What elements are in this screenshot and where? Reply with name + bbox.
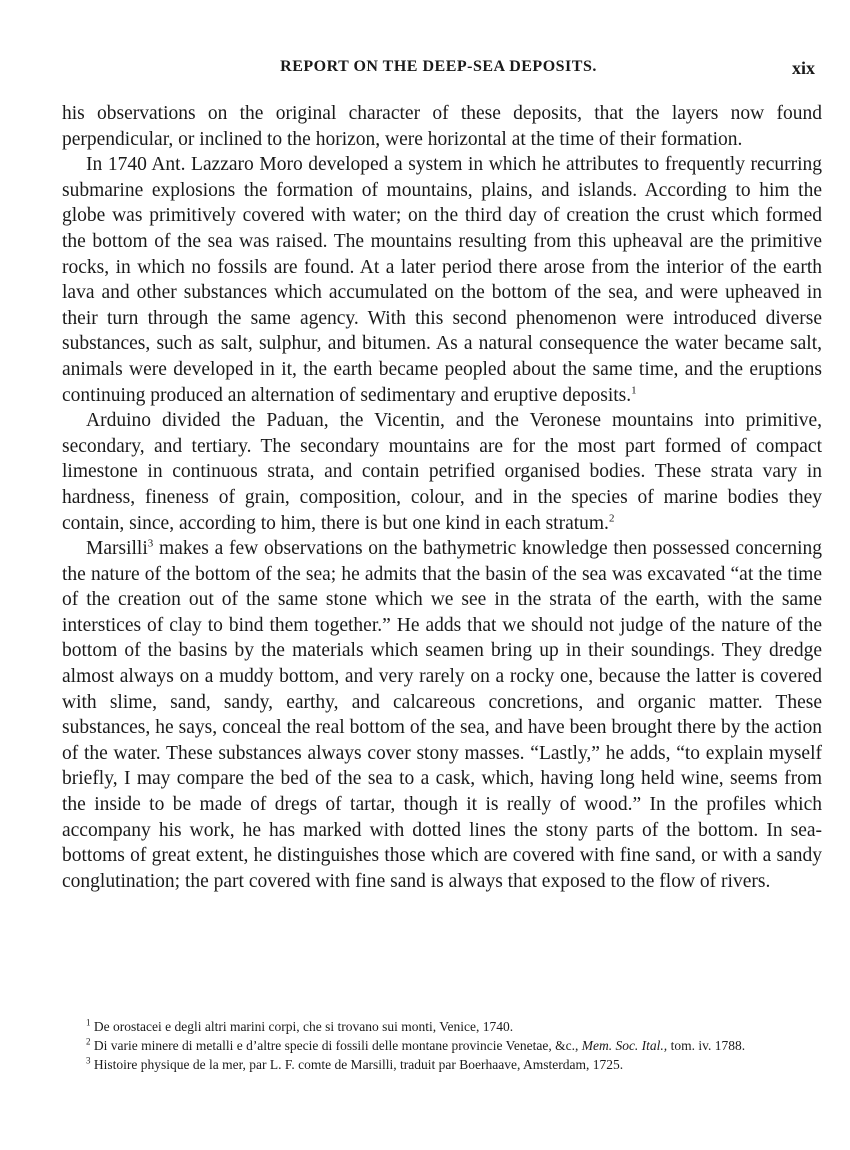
footnote-ref: 1 bbox=[631, 384, 637, 397]
footnote bbox=[62, 1055, 822, 1074]
footnote-text: Histoire physique de la mer, par L. F. comte de Marsilli, traduit par Boerhaave, Amsterdam, 1725. bbox=[93, 1057, 624, 1072]
footnote-marker: 2 bbox=[86, 1036, 91, 1047]
footnote-marker: 1 bbox=[86, 1017, 91, 1028]
page-header bbox=[62, 58, 815, 84]
footnote-marker: 3 bbox=[86, 1055, 91, 1066]
footnote bbox=[62, 1017, 822, 1036]
page-number: xix bbox=[791, 58, 815, 78]
paragraph-text: his observations on the original character of these deposits, that the layers now found perpendicular, or inclined to the horizon, were horizontal at the time of their formation. bbox=[62, 103, 822, 150]
paragraph bbox=[62, 101, 822, 152]
running-title: REPORT ON THE DEEP-SEA DEPOSITS. bbox=[280, 58, 597, 75]
footnote-text: tom. iv. 1788. bbox=[670, 1038, 746, 1053]
body-text bbox=[62, 101, 822, 894]
footnote-journal: Mem. Soc. Ital., bbox=[581, 1038, 668, 1053]
paragraph-text: In 1740 Ant. Lazzaro Moro developed a system in which he attributes to frequently recurring submarine explosions the formation of mountains, plains, and islands. According to him the globe was primitively covered with water; on the third day of creation the crust which formed the bottom of the sea was raised. The mountains resulting from this upheaval are the primitive rocks, in which no fossils are found. At a later period there arose from the interior of the earth lava and other substances which accumulated on the bottom of the sea, and were upheaved in their turn through the same agency. With this second phenomenon were introduced diverse substances, such as salt, sulphur, and bitumen. As a natural consequence the water became salt, animals were developed in it, the earth became peopled about the same time, and the eruptions continuing produced an alternation of sedimentary and eruptive deposits. bbox=[62, 154, 822, 406]
footnote-ref: 3 bbox=[147, 537, 154, 550]
footnote bbox=[62, 1036, 822, 1055]
paragraph-text: Arduino divided the Paduan, the Vicentin, and the Veronese mountains into primitive, secondary, and tertiary. The secondary mountains are for the most part formed of compact limestone in continuous strata, and contain petrified organised bodies. These strata vary in hardness, fineness of grain, composition, colour, and in the species of marine bodies they contain, since, according to him, there is but one kind in each stratum. bbox=[62, 410, 822, 534]
footnote-ref: 2 bbox=[608, 512, 615, 524]
footnotes bbox=[62, 1017, 822, 1074]
paragraph bbox=[62, 408, 822, 536]
paragraph bbox=[62, 152, 822, 408]
paragraph bbox=[62, 536, 822, 894]
paragraph-text: Marsilli bbox=[86, 538, 148, 560]
footnote-text: Di varie minere di metalli e d’altre specie di fossili delle montane provincie Venetae, &c., bbox=[93, 1038, 579, 1053]
paragraph-text: makes a few observations on the bathymetric knowledge then possessed concerning the nature of the bottom of the sea; he admits that the basin of the sea was excavated “at the time of the creation out of the same stone which we see in the strata of the earth, with the same interstices of clay to bind them together.” He adds that we should not judge of the nature of the bottom of the basins by the materials which seamen bring up in their soundings. They dredge almost always on a muddy bottom, and very rarely on a rocky one, because the latter is covered with slime, sand, sandy, earthy, and calcareous concretions, and organic matter. These substances, he says, conceal the real bottom of the sea, and have been brought there by the action of the water. These substances always cover stony masses. “Lastly,” he adds, “to explain myself briefly, I may compare the bed of the sea to a cask, which, having long held wine, seems from the inside to be made of dregs of tartar, though it is really of wood.” In the profiles which accompany his work, he has marked with dotted lines the stony parts of the bottom. In sea-bottoms of great extent, he distinguishes those which are covered with fine sand, or with a sandy conglutination; the part covered with fine sand is always that exposed to the flow of rivers. bbox=[62, 538, 822, 892]
footnote-text: De orostacei e degli altri marini corpi, che si trovano sui monti, Venice, 1740. bbox=[93, 1019, 514, 1034]
